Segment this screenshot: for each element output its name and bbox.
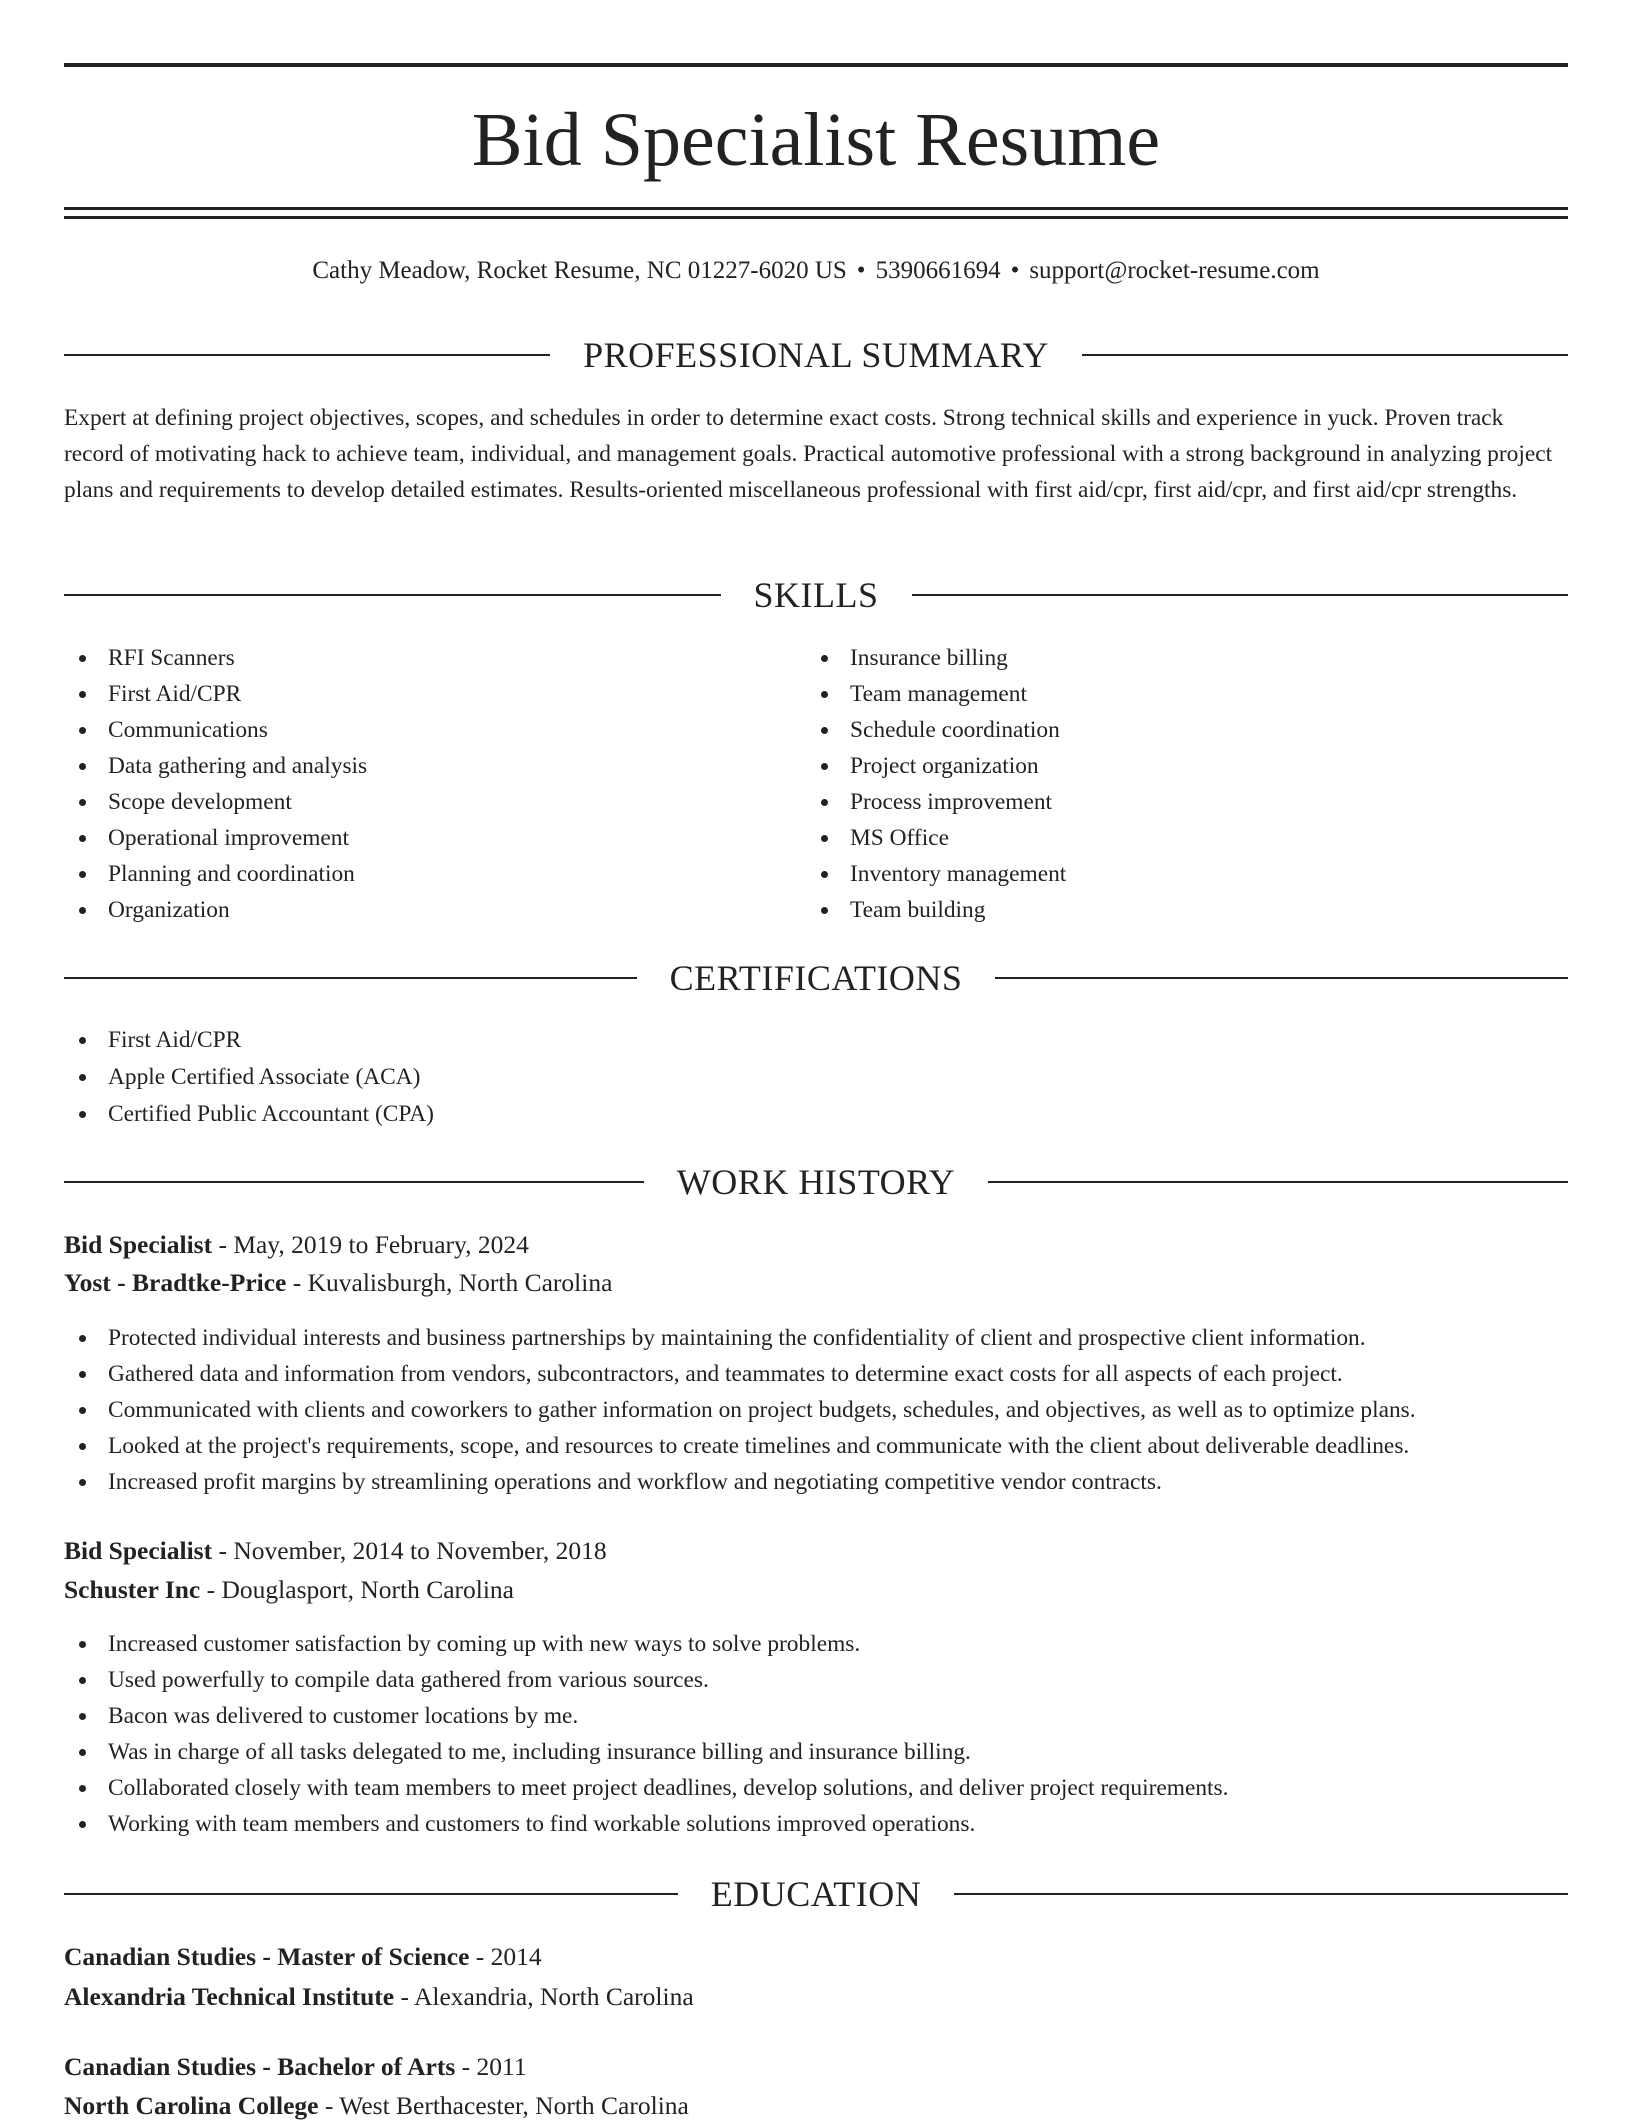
job-title: Bid Specialist <box>64 1536 213 1565</box>
list-item: Used powerfully to compile data gathered from various sources. <box>64 1662 1568 1698</box>
job-bullets <box>64 1320 1568 1500</box>
section-heading-skills <box>64 575 1568 615</box>
section-title: SKILLS <box>753 575 879 615</box>
list-item: Protected individual interests and business partnerships by maintaining the confidentiality of client and prospective client information. <box>64 1320 1568 1356</box>
list-item: Gathered data and information from vendors, subcontractors, and teammates to determine exact costs for all aspects of each project. <box>64 1356 1568 1392</box>
section-heading-summary <box>64 335 1568 375</box>
education-location: - Alexandria, North Carolina <box>394 1982 694 2011</box>
list-item: Working with team members and customers to find workable solutions improved operations. <box>64 1806 1568 1842</box>
list-item: Project organization <box>806 748 1566 784</box>
section-heading-certifications <box>64 958 1568 998</box>
heading-rule <box>64 1181 644 1183</box>
contact-line <box>64 255 1568 287</box>
list-item: Planning and coordination <box>64 856 804 892</box>
list-item: MS Office <box>806 820 1566 856</box>
contact-separator: • <box>1010 257 1020 284</box>
contact-separator: • <box>856 257 866 284</box>
education-year: - 2014 <box>469 1942 542 1971</box>
education-degree: Canadian Studies - Bachelor of Arts <box>64 2052 456 2081</box>
skills-list-right <box>806 640 1566 928</box>
heading-rule <box>64 1893 678 1895</box>
education-degree-line <box>64 1939 1568 1975</box>
section-title: EDUCATION <box>710 1874 922 1914</box>
job-title: Bid Specialist <box>64 1230 213 1259</box>
list-item: Team building <box>806 892 1566 928</box>
title-rule-lower <box>64 216 1568 219</box>
section-heading-work-history <box>64 1162 1568 1202</box>
list-item: Increased profit margins by streamlining operations and workflow and negotiating competitive vendor contracts. <box>64 1464 1568 1500</box>
heading-rule <box>64 354 550 356</box>
education-degree-line <box>64 2049 1568 2085</box>
job-dates: - November, 2014 to November, 2018 <box>212 1536 607 1565</box>
list-item: Scope development <box>64 784 804 820</box>
title-rule-upper <box>64 207 1568 210</box>
education-year: - 2011 <box>455 2052 527 2081</box>
top-rule <box>64 63 1568 67</box>
section-title: WORK HISTORY <box>676 1162 956 1202</box>
section-heading-education <box>64 1874 1568 1914</box>
job-title-line <box>64 1533 1568 1569</box>
job-company: Schuster Inc <box>64 1575 201 1604</box>
list-item: Insurance billing <box>806 640 1566 676</box>
list-item: Team management <box>806 676 1566 712</box>
job-bullets <box>64 1626 1568 1842</box>
job-company: Yost - Bradtke-Price <box>64 1268 287 1297</box>
page-title: Bid Specialist Resume <box>471 98 1161 182</box>
list-item: Organization <box>64 892 804 928</box>
contact-phone: 5390661694 <box>875 257 1001 284</box>
summary-text: Expert at defining project objectives, scopes, and schedules in order to determine exact costs. Strong technical skills and experience in yuck. Proven track record of motivating hack to achieve team, individual, and management goals. Practical automotive professional with a strong background in analyzing project plans and requirements to develop detailed estimates. Results-oriented miscellaneous professional with first aid/cpr, first aid/cpr, and first aid/cpr strengths. <box>64 405 1553 503</box>
list-item: Certified Public Accountant (CPA) <box>64 1096 434 1133</box>
heading-rule <box>954 1893 1568 1895</box>
job-location: - Kuvalisburgh, North Carolina <box>286 1268 613 1297</box>
job-title-line <box>64 1227 1568 1263</box>
list-item: Apple Certified Associate (ACA) <box>64 1059 434 1096</box>
list-item: Was in charge of all tasks delegated to me, including insurance billing and insurance billing. <box>64 1734 1568 1770</box>
job-company-line <box>64 1572 1568 1608</box>
education-school-line <box>64 1979 1568 2015</box>
list-item: Communications <box>64 712 804 748</box>
list-item: Communicated with clients and coworkers to gather information on project budgets, schedules, and objectives, as well as to optimize plans. <box>64 1392 1568 1428</box>
list-item: First Aid/CPR <box>64 676 804 712</box>
heading-rule <box>64 594 721 596</box>
list-item: RFI Scanners <box>64 640 804 676</box>
section-title: PROFESSIONAL SUMMARY <box>583 335 1049 375</box>
job-dates: - May, 2019 to February, 2024 <box>212 1230 529 1259</box>
list-item: Bacon was delivered to customer locations by me. <box>64 1698 1568 1734</box>
heading-rule <box>988 1181 1568 1183</box>
heading-rule <box>1082 354 1568 356</box>
list-item: Data gathering and analysis <box>64 748 804 784</box>
list-item: Operational improvement <box>64 820 804 856</box>
list-item: Looked at the project's requirements, scope, and resources to create timelines and communicate with the client about deliverable deadlines. <box>64 1428 1568 1464</box>
list-item: First Aid/CPR <box>64 1022 434 1059</box>
heading-rule <box>912 594 1569 596</box>
list-item: Collaborated closely with team members to meet project deadlines, develop solutions, and deliver project requirements. <box>64 1770 1568 1806</box>
education-school: North Carolina College <box>64 2091 319 2120</box>
education-location: - West Berthacester, North Carolina <box>318 2091 689 2120</box>
list-item: Schedule coordination <box>806 712 1566 748</box>
education-school-line <box>64 2088 1568 2124</box>
job-company-line <box>64 1265 1568 1301</box>
skills-list-left <box>64 640 804 928</box>
list-item: Process improvement <box>806 784 1566 820</box>
contact-address: Cathy Meadow, Rocket Resume, NC 01227-6020 US <box>312 257 847 284</box>
heading-rule <box>64 977 637 979</box>
heading-rule <box>995 977 1568 979</box>
list-item: Increased customer satisfaction by coming up with new ways to solve problems. <box>64 1626 1568 1662</box>
list-item: Inventory management <box>806 856 1566 892</box>
education-degree: Canadian Studies - Master of Science <box>64 1942 470 1971</box>
job-location: - Douglasport, North Carolina <box>200 1575 514 1604</box>
certifications-list <box>64 1022 434 1133</box>
contact-email: support@rocket-resume.com <box>1029 257 1320 284</box>
section-title: CERTIFICATIONS <box>669 958 963 998</box>
education-school: Alexandria Technical Institute <box>64 1982 395 2011</box>
